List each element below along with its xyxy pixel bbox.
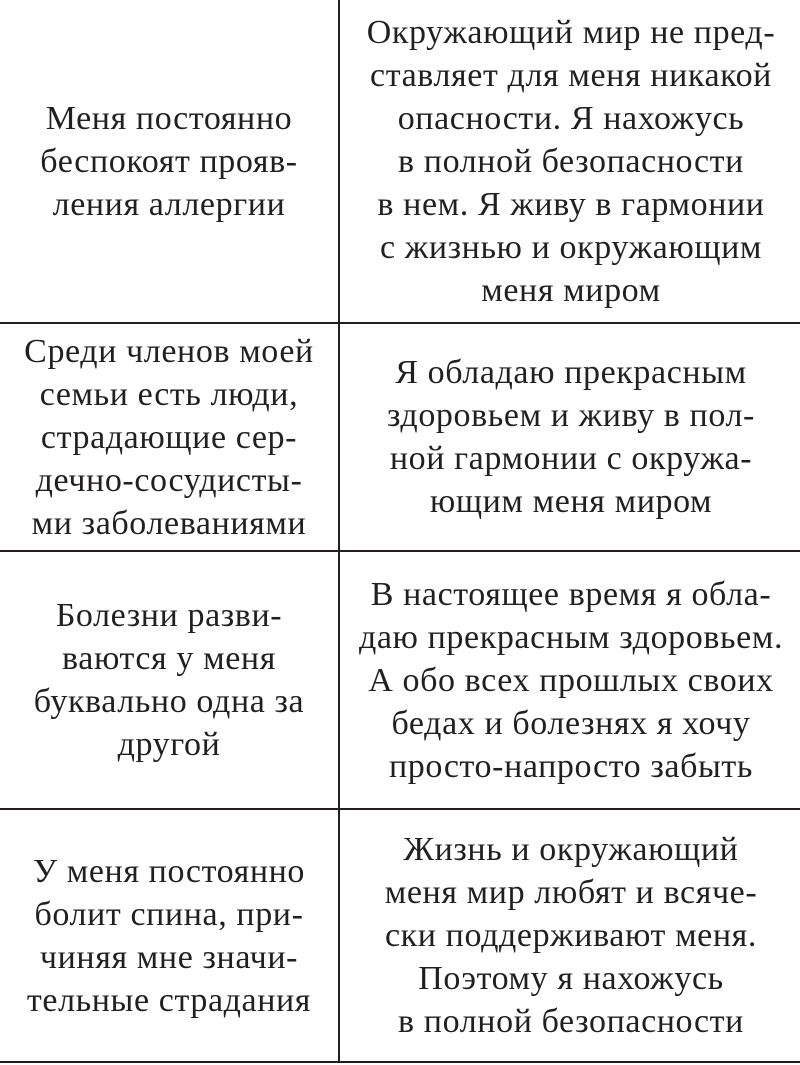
table-row [0,0,800,323]
table-row [0,551,800,809]
problem-cell: Среди членов моей семьи есть люди, страдающие сер- дечно-сосудисты- ми заболеваниями [0,323,339,551]
affirmation-cell: Жизнь и окружающий меня мир любят и всяче- ски поддерживают меня. Поэтому я нахожусь в полной безопасности [339,809,800,1062]
table-row [0,809,800,1062]
problem-cell: Меня постоянно беспокоят прояв- ления аллергии [0,0,339,323]
affirmation-cell: Окружающий мир не пред- ставляет для меня никакой опасности. Я нахожусь в полной безопасности в нем. Я живу в гармонии с жизнью и окружающим меня миром [339,0,800,323]
problem-cell: Болезни разви- ваются у меня буквально одна за другой [0,551,339,809]
affirmation-cell: Я обладаю прекрасным здоровьем и живу в пол- ной гармонии с окружа- ющим меня миром [339,323,800,551]
problem-cell: У меня постоянно болит спина, при- чиняя мне значи- тельные страдания [0,809,339,1062]
table-row [0,323,800,551]
affirmation-cell: В настоящее время я обла- даю прекрасным здоровьем. А обо всех прошлых своих бедах и болезнях я хочу просто-напросто забыть [339,551,800,809]
